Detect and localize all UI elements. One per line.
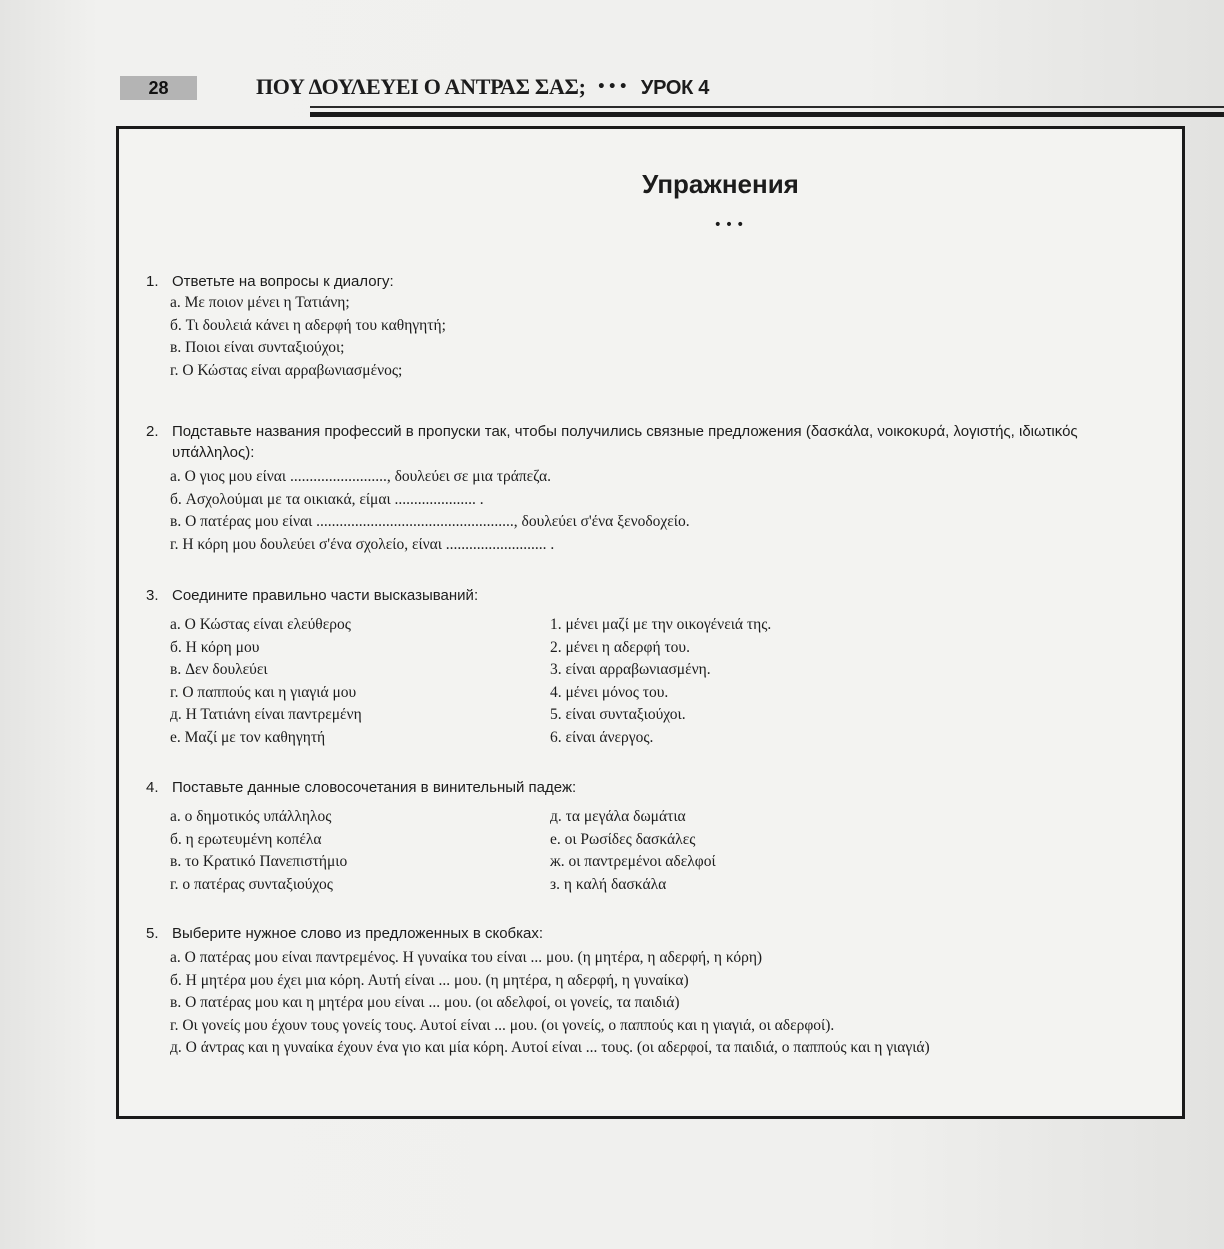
matching-left-item: д. Η Τατιάνη είναι παντρεμένη bbox=[170, 706, 362, 723]
exercise-item: в. Ποιοι είναι συνταξιούχοι; bbox=[170, 339, 345, 356]
exercise-instruction: Ответьте на вопросы к диалогу: bbox=[172, 273, 394, 290]
exercise-number: 4. bbox=[146, 779, 159, 796]
matching-right-item: 2. μένει η αδερφή του. bbox=[550, 638, 690, 656]
exercise-3 bbox=[146, 585, 1146, 749]
exercise-heading bbox=[146, 271, 1146, 292]
exercise-item: б. Η μητέρα μου έχει μια κόρη. Αυτή είναι ... μου. (η μητέρα, η αδερφή, η γυναίκα) bbox=[170, 971, 689, 989]
exercise-number: 2. bbox=[146, 423, 159, 440]
exercise-4 bbox=[146, 777, 1146, 896]
exercise-item: в. Ο πατέρας μου είναι ..................................................., δουλεύει σ'ένα ξενοδοχείο. bbox=[170, 513, 690, 530]
exercise-item: а. Με ποιον μένει η Τατιάνη; bbox=[170, 294, 350, 311]
exercise-item: г. Η κόρη μου δουλεύει σ'ένα σχολείο, είναι .......................... . bbox=[170, 535, 555, 553]
matching-left-column bbox=[146, 614, 550, 749]
exercise-heading bbox=[146, 923, 1146, 944]
title-separator-dots: ••• bbox=[596, 79, 630, 95]
matching-right-item: 3. είναι αρραβωνιασμένη. bbox=[550, 661, 711, 678]
header-rule-thin bbox=[310, 106, 1224, 108]
exercise-2 bbox=[146, 421, 1146, 556]
exercise-number: 3. bbox=[146, 587, 159, 604]
phrase-item: д. τα μεγάλα δωμάτια bbox=[550, 808, 686, 825]
phrase-item: ж. οι παντρεμένοι αδελφοί bbox=[550, 853, 716, 870]
matching-left-item: в. Δεν δουλεύει bbox=[170, 661, 268, 678]
exercise-instruction: Поставьте данные словосочетания в винительный падеж: bbox=[172, 779, 577, 796]
phrase-item: а. ο δημοτικός υπάλληλος bbox=[170, 808, 332, 825]
exercise-instruction: Выберите нужное слово из предложенных в скобках: bbox=[172, 925, 544, 942]
phrase-left-column bbox=[146, 806, 550, 896]
phrase-item: г. ο πατέρας συνταξιούχος bbox=[170, 875, 333, 893]
exercise-item: б. Ασχολούμαι με τα οικιακά, είμαι ..................... . bbox=[170, 490, 484, 508]
exercise-item: в. Ο πατέρας μου και η μητέρα μου είναι ... μου. (οι αδελφοί, οι γονείς, τα παιδιά) bbox=[170, 994, 680, 1011]
page-number: 28 bbox=[120, 76, 197, 100]
phrase-item: в. το Κρατικό Πανεπιστήμιο bbox=[170, 853, 348, 870]
exercise-1 bbox=[146, 271, 1146, 382]
matching-left-item: б. Η κόρη μου bbox=[170, 638, 260, 656]
exercise-instruction: Подставьте названия профессий в пропуски так, чтобы получились связные предложения (δασκάλα, νοικοκυρά, λογιστής, ιδιωτικός υπάλληλος): bbox=[172, 423, 1078, 461]
exercise-item: д. Ο άντρας και η γυναίκα έχουν ένα γιο και μία κόρη. Αυτοί είναι ... τους. (οι αδερφοί, τα παιδιά, ο παππούς και η γιαγιά) bbox=[170, 1039, 930, 1056]
exercise-item: г. Ο Κώστας είναι αρραβωνιασμένος; bbox=[170, 361, 403, 379]
matching-columns bbox=[146, 614, 1146, 749]
matching-right-item: 5. είναι συνταξιούχοι. bbox=[550, 706, 686, 723]
exercise-item: а. Ο πατέρας μου είναι παντρεμένος. Η γυναίκα του είναι ... μου. (η μητέρα, η αδερφή, η κόρη) bbox=[170, 949, 763, 966]
exercises-title-dots: ••• bbox=[713, 217, 748, 233]
matching-right-item: 6. είναι άνεργος. bbox=[550, 728, 654, 746]
phrase-item: е. οι Ρωσίδες δασκάλες bbox=[550, 830, 696, 848]
matching-right-item: 4. μένει μόνος του. bbox=[550, 683, 669, 701]
exercise-number: 1. bbox=[146, 273, 159, 290]
exercise-heading bbox=[146, 777, 1146, 798]
exercise-heading bbox=[146, 585, 1146, 606]
exercise-number: 5. bbox=[146, 925, 159, 942]
exercise-item: а. Ο γιος μου είναι ........................., δουλεύει σε μια τράπεζα. bbox=[170, 468, 552, 485]
exercise-instruction: Соедините правильно части высказываний: bbox=[172, 587, 479, 604]
running-title bbox=[256, 74, 709, 100]
exercises-title: Упражнения bbox=[642, 169, 799, 199]
matching-left-item: е. Μαζί με τον καθηγητή bbox=[170, 728, 326, 746]
exercise-heading bbox=[146, 421, 1146, 463]
running-title-greek: ΠΟΥ ΔΟΥΛΕΥΕΙ Ο ΑΝΤΡΑΣ ΣΑΣ; bbox=[256, 74, 586, 99]
matching-left-item: г. Ο παππούς και η γιαγιά μου bbox=[170, 683, 357, 701]
exercises-box bbox=[116, 126, 1185, 1119]
phrase-item: б. η ερωτευμένη κοπέλα bbox=[170, 830, 322, 848]
header-rule-thick bbox=[310, 112, 1224, 117]
phrase-columns bbox=[146, 806, 1146, 896]
matching-right-item: 1. μένει μαζί με την οικογένειά της. bbox=[550, 616, 772, 633]
page-header bbox=[120, 72, 1224, 132]
lesson-label: УРОК 4 bbox=[640, 77, 710, 99]
matching-left-item: а. Ο Κώστας είναι ελεύθερος bbox=[170, 616, 351, 633]
exercise-item: г. Οι γονείς μου έχουν τους γονείς τους. Αυτοί είναι ... μου. (οι γονείς, ο παππούς και η γιαγιά, οι αδερφοί). bbox=[170, 1016, 835, 1034]
exercise-item: б. Τι δουλειά κάνει η αδερφή του καθηγητή; bbox=[170, 316, 446, 334]
exercise-5 bbox=[146, 923, 1146, 1060]
phrase-right-column bbox=[550, 806, 1110, 896]
phrase-item: з. η καλή δασκάλα bbox=[550, 875, 667, 893]
matching-right-column bbox=[550, 614, 1110, 749]
